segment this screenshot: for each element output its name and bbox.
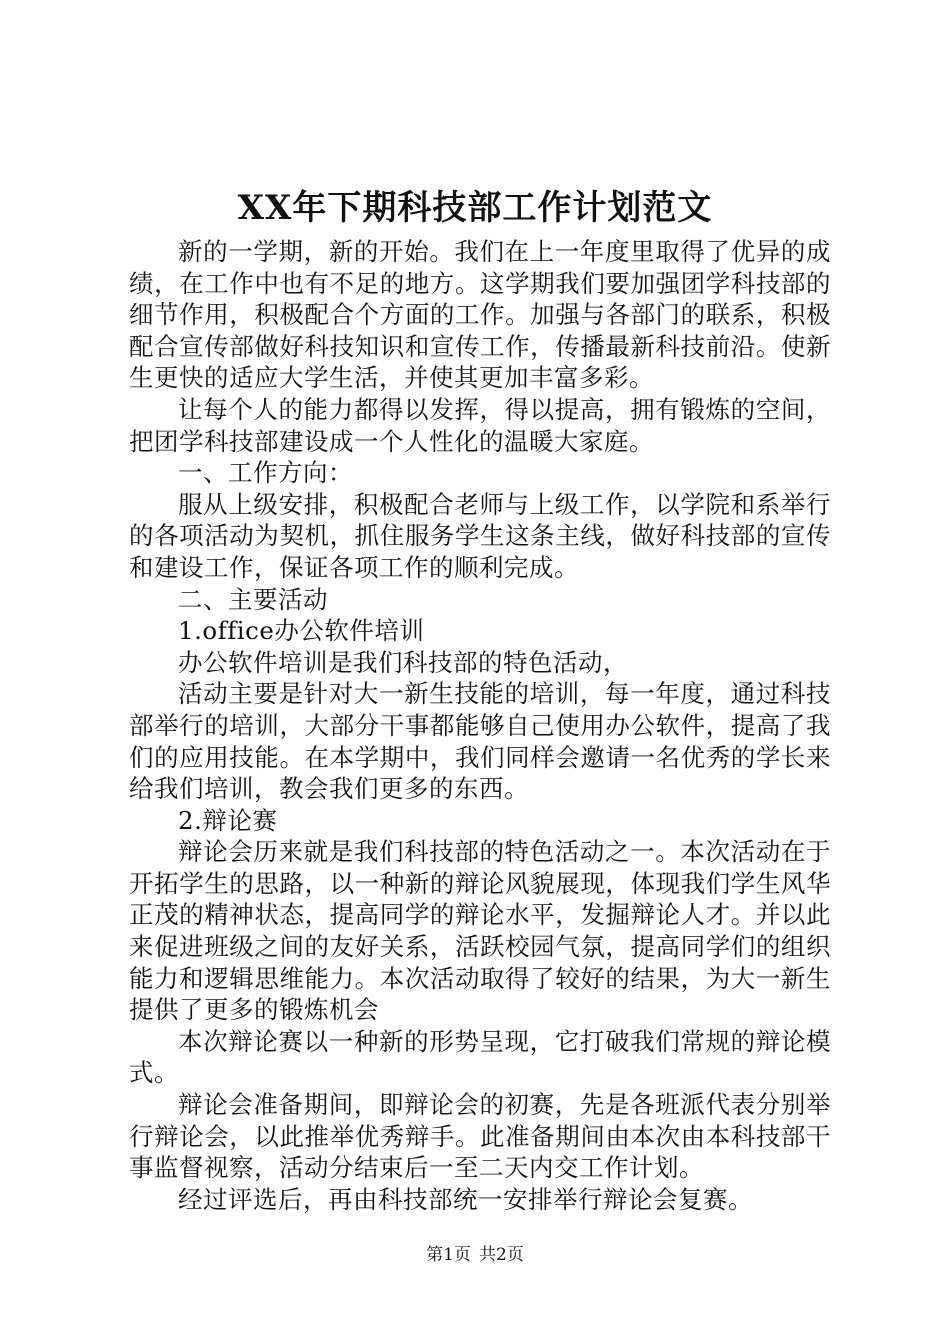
page-footer (0, 1243, 950, 1267)
heading-main-activities: 二、主要活动 (178, 584, 328, 614)
page-number: 第1页 (426, 1245, 471, 1265)
paragraph-debate-format: 本次辩论赛以一种新的形势呈现，它打破我们常规的辩论模式。 (129, 1026, 831, 1088)
document-body (129, 236, 831, 1215)
paragraph-debate-final: 经过评选后，再由科技部统一安排举行辩论会复赛。 (178, 1184, 753, 1214)
paragraph-office-intro: 办公软件培训是我们科技部的特色活动， (178, 647, 628, 677)
paragraph-work-direction: 服从上级安排，积极配合老师与上级工作，以学院和系举行的各项活动为契机，抓住服务学生这条主线，做好科技部的宣传和建设工作，保证各项工作的顺利完成。 (129, 489, 831, 582)
paragraph-office-detail: 活动主要是针对大一新生技能的培训，每一年度，通过科技部举行的培训，大部分干事都能够自己使用办公软件，提高了我们的应用技能。在本学期中，我们同样会邀请一名优秀的学长来给我们培训，教会我们更多的东西。 (129, 679, 831, 804)
subheading-debate: 2.辩论赛 (178, 805, 278, 835)
page-total: 共2页 (479, 1245, 524, 1265)
paragraph-intro: 新的一学期，新的开始。我们在上一年度里取得了优异的成绩，在工作中也有不足的地方。这学期我们要加强团学科技部的细节作用，积极配合个方面的工作。加强与各部门的联系，积极配合宣传部做好科技知识和宣传工作，传播最新科技前沿。使新生更快的适应大学生活，并使其更加丰富多彩。 (129, 237, 831, 393)
paragraph-debate-preparation: 辩论会准备期间，即辩论会的初赛，先是各班派代表分别举行辩论会，以此推举优秀辩手。此准备期间由本次由本科技部干事监督视察，活动分结束后一至二天内交工作计划。 (129, 1090, 831, 1183)
paragraph-goal: 让每个人的能力都得以发挥，得以提高，拥有锻炼的空间，把团学科技部建设成一个人性化的温暖大家庭。 (129, 394, 831, 456)
subheading-office-training: 1.office办公软件培训 (178, 616, 425, 646)
heading-work-direction: 一、工作方向： (178, 458, 353, 488)
paragraph-debate-intro: 辩论会历来就是我们科技部的特色活动之一。本次活动在于开拓学生的思路，以一种新的辩论风貌展现，体现我们学生风华正茂的精神状态，提高同学的辩论水平，发掘辩论人才。并以此来促进班级之间的友好关系，活跃校园气氛，提高同学们的组织能力和逻辑思维能力。本次活动取得了较好的结果，为大一新生提供了更多的锻炼机会 (129, 837, 831, 1025)
document-title: XX年下期科技部工作计划范文 (237, 188, 713, 228)
